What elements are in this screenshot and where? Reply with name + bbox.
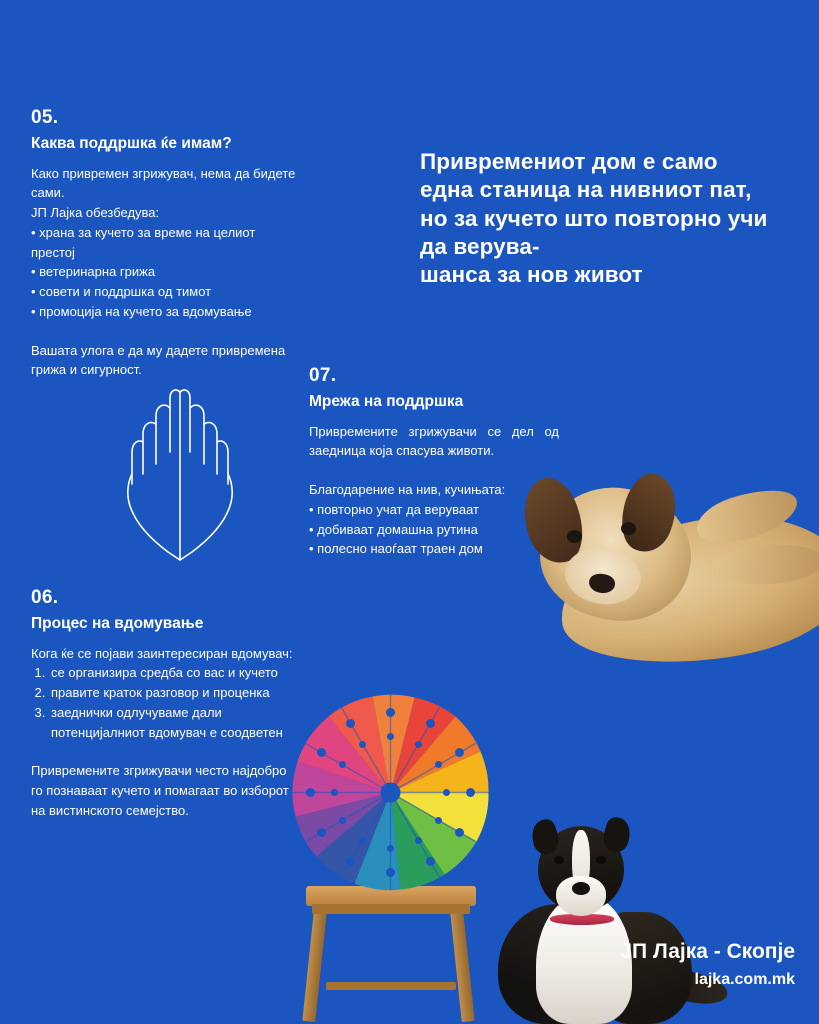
section-06-intro: Кога ќе се појави заинтересиран вдомувач: <box>31 645 293 661</box>
section-07-number: 07. <box>309 365 337 386</box>
dog-nose <box>572 882 590 895</box>
pull-quote <box>420 148 800 290</box>
section-05-bullet-2: • ветеринарна грижа <box>31 264 156 280</box>
section-06-number: 06. <box>31 587 59 608</box>
quote-line-5: шанса за нов живот <box>420 262 643 288</box>
dog-eye <box>567 530 582 543</box>
section-05-paragraph-1: Како привремен згрижувач, нема да бидете сами. <box>31 165 296 201</box>
chair-leg <box>450 909 475 1022</box>
section-07-bullet-2: • добиваат домашна рутина <box>309 521 478 537</box>
border-collie-image <box>492 800 722 1024</box>
brand-footer <box>620 941 795 988</box>
rainbow-fan-on-chair-image <box>278 690 508 1024</box>
chair-brace <box>326 982 456 990</box>
quote-line-4: да верува- <box>420 234 540 260</box>
section-05-closing: Вашата улога е да му дадете привремена грижа и сигурност. <box>31 342 286 378</box>
dog-eye <box>596 856 606 864</box>
chair-apron <box>312 904 470 914</box>
section-05-bullet-3: • совети и поддршка од тимот <box>31 284 212 300</box>
quote-line-1: Привремениот дом е само <box>420 149 718 174</box>
section-07-paragraph-2: Благодарение на нив, кучињата: <box>309 482 506 498</box>
organization-name: ЈП Лајка - Скопје <box>620 940 795 963</box>
section-06 <box>31 588 293 821</box>
section-05-number: 05. <box>31 107 59 128</box>
tan-dog-image <box>519 452 819 667</box>
section-05 <box>31 108 296 380</box>
quote-line-3: но за кучето што повторно учи <box>420 205 768 231</box>
section-07-paragraph-1: Привремените згрижувачи се дел од заедница која спасува животи. <box>309 423 559 459</box>
section-06-heading: Процес на вдомување <box>31 615 204 632</box>
section-05-bullet-4: • промоција на кучето за вдомување <box>31 303 252 319</box>
list-item: 2. правите краток разговор и проценка <box>49 683 293 703</box>
section-05-paragraph-2: ЈП Лајка обезбедува: <box>31 205 160 221</box>
section-07-bullet-1: • повторно учат да веруваат <box>309 501 480 517</box>
section-06-closing: Привремените згрижувачи често најдобро го познаваат кучето и помагаат во изборот на вистинското семејство. <box>31 763 289 818</box>
dog-eye <box>621 522 636 535</box>
section-06-steps <box>31 663 293 742</box>
website-url[interactable]: lajka.com.mk <box>694 971 795 988</box>
list-item: 1. се организира средба со вас и кучето <box>49 663 293 683</box>
section-07-bullet-3: • полесно наоѓаат траен дом <box>309 541 483 557</box>
section-05-bullet-1: • храна за кучето за време на целиот престој <box>31 224 256 260</box>
section-07-heading: Мрежа на поддршка <box>309 393 464 410</box>
section-05-heading: Каква поддршка ќе имам? <box>31 135 232 152</box>
praying-hands-icon <box>118 378 238 568</box>
quote-line-2: една станица на нивниот пат, <box>420 177 752 203</box>
chair-leg <box>302 909 327 1022</box>
paper-fan-icon <box>288 690 493 895</box>
dog-eye <box>554 856 564 864</box>
list-item: 3. заеднички одлучуваме дали потенцијалниот вдомувач е соодветен <box>49 703 293 743</box>
